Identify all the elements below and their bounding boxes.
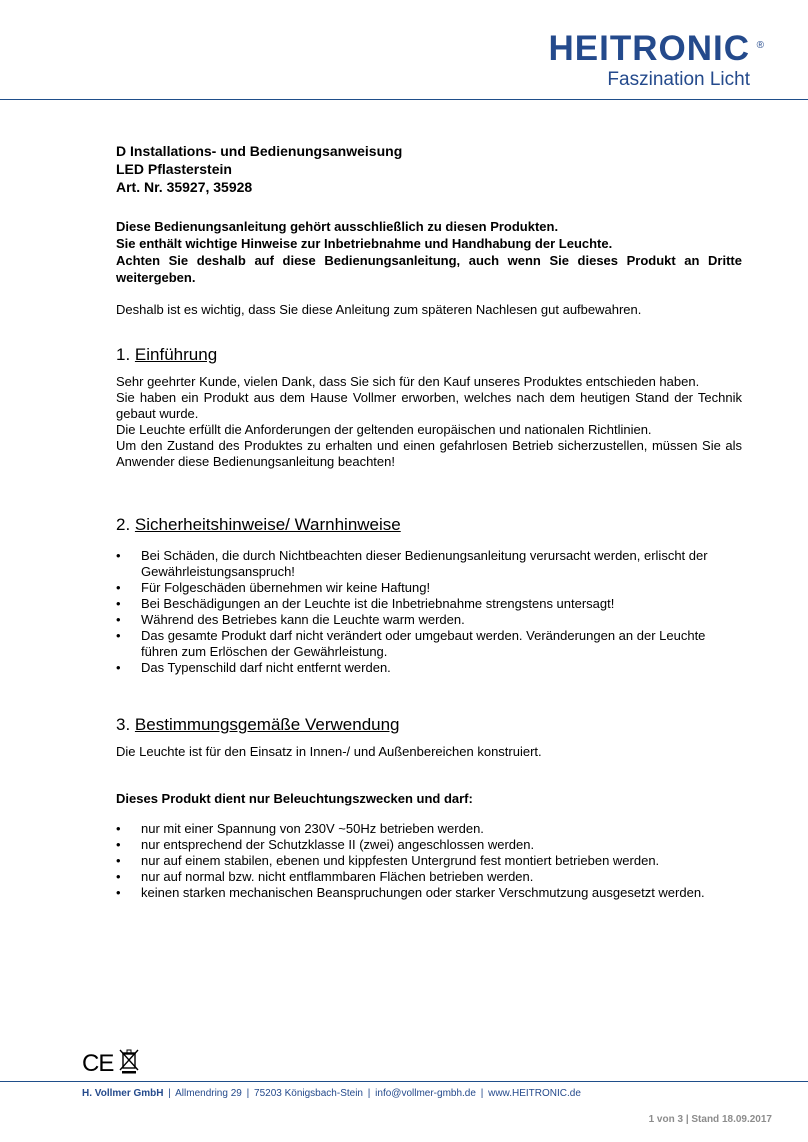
list-item: • nur entsprechend der Schutzklasse II (zwei) angeschlossen werden. — [116, 837, 742, 853]
usage-list — [116, 821, 742, 901]
revision-date: | Stand 18.09.2017 — [685, 1114, 772, 1125]
list-item: • nur auf normal bzw. nicht entflammbaren Flächen betrieben werden. — [116, 869, 742, 885]
section3-number: 3. — [116, 715, 131, 734]
list-item: • nur auf einem stabilen, ebenen und kippfesten Untergrund fest montiert betrieben werden. — [116, 853, 742, 869]
brand-tagline: Faszination Licht — [607, 69, 750, 90]
list-item: • nur mit einer Spannung von 230V ~50Hz betrieben werden. — [116, 821, 742, 837]
page-info — [649, 1114, 772, 1125]
section1-heading — [116, 344, 742, 366]
footer-city: 75203 Königsbach-Stein — [254, 1088, 363, 1099]
section3-heading — [116, 714, 742, 736]
compliance-marks — [82, 1048, 139, 1079]
header-divider — [0, 99, 808, 100]
brand-logo — [548, 29, 764, 91]
list-item: • Das gesamte Produkt darf nicht verändert oder umgebaut werden. Veränderungen an der Leuchte führen zum Erlöschen der Gewährleistung. — [116, 628, 742, 660]
footer-email[interactable]: info@vollmer-gmbh.de — [375, 1088, 476, 1099]
section1-line: Sie haben ein Produkt aus dem Hause Vollmer erworben, welches nach dem heutigen Stand der Technik gebaut wurde. — [116, 390, 742, 421]
section1-title: Einführung — [134, 345, 218, 364]
doc-title-line3: Art. Nr. 35927, 35928 — [116, 179, 253, 195]
list-item: • Das Typenschild darf nicht entfernt werden. — [116, 660, 742, 676]
footer-website[interactable]: www.HEITRONIC.de — [488, 1088, 581, 1099]
footer-address: H. Vollmer GmbH | Allmendring 29 | 75203 Königsbach-Stein | info@vollmer-gmbh.de | www.HEITRONIC.de — [82, 1088, 581, 1099]
doc-title-line2: LED Pflasterstein — [116, 161, 232, 177]
list-item: • Für Folgeschäden übernehmen wir keine Haftung! — [116, 580, 742, 596]
footer-street: Allmendring 29 — [175, 1088, 242, 1099]
section1-line: Um den Zustand des Produktes zu erhalten und einen gefahrlosen Betrieb sicherzustellen, müssen Sie als Anwender diese Bedienungsanleitung beachten! — [116, 438, 742, 469]
section2-title: Sicherheitshinweise/ Warnhinweise — [134, 515, 401, 534]
section2-heading — [116, 514, 742, 536]
ce-mark: CE — [82, 1049, 114, 1077]
list-item: • Während des Betriebes kann die Leuchte warm werden. — [116, 612, 742, 628]
crossed-bin-icon — [119, 1048, 139, 1079]
section3-title: Bestimmungsgemäße Verwendung — [134, 715, 400, 734]
intro-text: Deshalb ist es wichtig, dass Sie diese Anleitung zum späteren Nachlesen gut aufbewahren. — [116, 302, 642, 317]
footer-company: H. Vollmer GmbH — [82, 1088, 164, 1099]
section2-number: 2. — [116, 515, 131, 534]
section3-text: Die Leuchte ist für den Einsatz in Innen-/ und Außenbereichen konstruiert. — [116, 744, 542, 759]
list-item: • Bei Schäden, die durch Nichtbeachten dieser Bedienungsanleitung verursacht werden, erlischt der Gewährleistungsanspruch! — [116, 548, 742, 580]
section1-number: 1. — [116, 345, 131, 364]
list-item: • Bei Beschädigungen an der Leuchte ist die Inbetriebnahme strengstens untersagt! — [116, 596, 742, 612]
section3-subhead: Dieses Produkt dient nur Beleuchtungszwecken und darf: — [116, 791, 473, 806]
section1-line: Sehr geehrter Kunde, vielen Dank, dass Sie sich für den Kauf unseres Produktes entschieden haben. — [116, 374, 700, 389]
registered-mark: ® — [756, 40, 764, 51]
section1-line: Die Leuchte erfüllt die Anforderungen der geltenden europäischen und nationalen Richtlinien. — [116, 422, 652, 437]
brand-name: HEITRONIC — [548, 29, 750, 68]
intro-bold-p3: Achten Sie deshalb auf diese Bedienungsanleitung, auch wenn Sie dieses Produkt an Dritte weitergeben. — [116, 253, 742, 285]
intro-bold-p2: Sie enthält wichtige Hinweise zur Inbetriebnahme und Handhabung der Leuchte. — [116, 236, 613, 251]
intro-bold-p1: Diese Bedienungsanleitung gehört ausschließlich zu diesen Produkten. — [116, 219, 559, 234]
intro-notice — [116, 218, 742, 286]
doc-title-line1: D Installations- und Bedienungsanweisung — [116, 143, 403, 159]
document-body — [116, 142, 742, 901]
page-number: 1 von 3 — [648, 1114, 684, 1125]
footer-divider — [0, 1081, 808, 1082]
safety-list — [116, 548, 742, 676]
list-item: • keinen starken mechanischen Beanspruchungen oder starker Verschmutzung ausgesetzt werden. — [116, 885, 742, 901]
